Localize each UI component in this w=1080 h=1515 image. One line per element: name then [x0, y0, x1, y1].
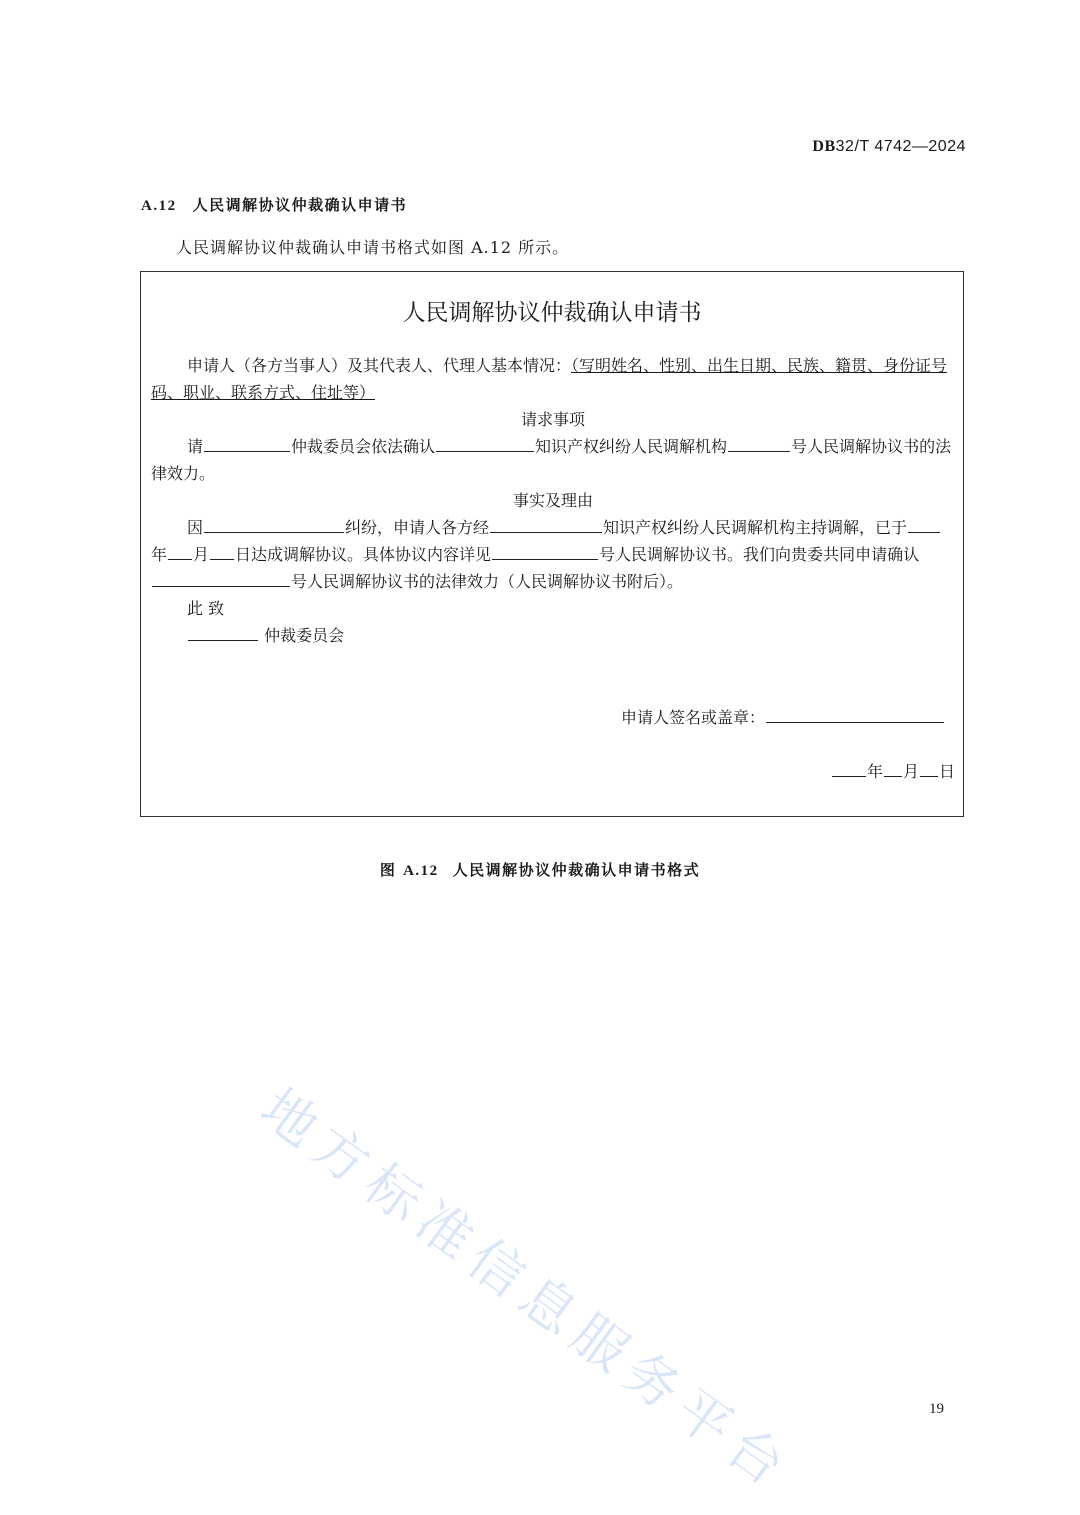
month-blank[interactable]: [168, 541, 192, 560]
request-heading: 请求事项: [520, 410, 585, 429]
dispute-blank[interactable]: [204, 514, 344, 533]
facts-text: 号人民调解协议书的法律效力（人民调解协议书附后）。: [291, 572, 684, 591]
request-text: 仲裁委员会依法确认: [291, 437, 436, 456]
section-heading: [141, 194, 407, 215]
facts-text: 知识产权纠纷人民调解机构主持调解，已: [603, 518, 892, 537]
facts-text: 纠纷，申请人各方经: [345, 518, 490, 537]
closing-salutation: 此 致: [187, 599, 225, 618]
facts-heading: 事实及理由: [512, 491, 593, 510]
request-paragraph: [151, 433, 955, 487]
section-intro: 人民调解协议仲裁确认申请书格式如图 A.12 所示。: [176, 238, 570, 257]
day-label: 日: [938, 762, 955, 781]
applicant-paragraph: [151, 352, 955, 406]
commission-name-blank[interactable]: [188, 622, 258, 641]
addressee-line: [151, 622, 955, 649]
agreement-number-blank[interactable]: [728, 433, 790, 452]
request-text: 议书的法律效力。: [151, 437, 952, 483]
agreement-number-blank[interactable]: [492, 541, 598, 560]
applicant-hint: （写明姓名、性别、出生日期、民族、籍贯、身份证号码、职业、联系方式、住址等）: [151, 356, 948, 402]
request-text: 知识产权纠纷人民调解机构: [535, 437, 728, 456]
watermark: 地方标准信息服务平台: [249, 1076, 804, 1504]
year-label: 年: [866, 762, 883, 781]
facts-text: 月: [193, 545, 210, 564]
document-code: [812, 138, 966, 156]
applicant-label: 申请人（各方当事人）及其代表人、代理人基本情况：: [187, 356, 572, 375]
section-number: A.12: [141, 198, 177, 214]
signature-row: [621, 704, 945, 728]
section-title: 人民调解协议仲裁确认申请书: [192, 196, 408, 214]
figure-caption: [0, 859, 1080, 880]
facts-text: 同申请确认: [839, 545, 920, 564]
doc-code-prefix: DB: [812, 138, 836, 155]
facts-text: 于: [891, 518, 908, 537]
year-blank[interactable]: [908, 514, 940, 533]
month-label: 月: [902, 762, 919, 781]
doc-code-number: 32/T 4742—2024: [835, 138, 966, 155]
facts-text: 因: [187, 518, 204, 537]
arbitration-commission-blank[interactable]: [204, 433, 290, 452]
mediation-org-blank[interactable]: [436, 433, 534, 452]
date-row: [831, 758, 955, 782]
signature-label: 申请人签名或盖章：: [620, 708, 765, 727]
facts-text: 年: [151, 545, 168, 564]
mediation-org-blank[interactable]: [490, 514, 602, 533]
form-template-box: [140, 271, 964, 817]
caption-number: A.12: [403, 863, 439, 879]
day-blank[interactable]: [210, 541, 234, 560]
request-text: 请: [187, 437, 204, 456]
form-title: 人民调解协议仲裁确认申请书: [402, 300, 702, 326]
form-body: [151, 352, 955, 649]
request-text: 号人民调解协: [791, 437, 888, 456]
caption-prefix: 图: [379, 861, 397, 879]
agreement-number-blank[interactable]: [152, 568, 290, 587]
facts-paragraph: [151, 514, 955, 595]
year-blank[interactable]: [832, 758, 866, 777]
facts-text: 号人民调解协议书。我们向贵委共: [599, 545, 840, 564]
facts-text: 日达成调解协议。具体协议内容详见: [235, 545, 492, 564]
page-number: 19: [929, 1401, 944, 1417]
caption-text: 人民调解协议仲裁确认申请书格式: [452, 861, 701, 879]
signature-blank[interactable]: [766, 704, 944, 723]
month-blank[interactable]: [884, 758, 902, 777]
day-blank[interactable]: [920, 758, 938, 777]
addressee-label: 仲裁委员会: [264, 626, 345, 645]
